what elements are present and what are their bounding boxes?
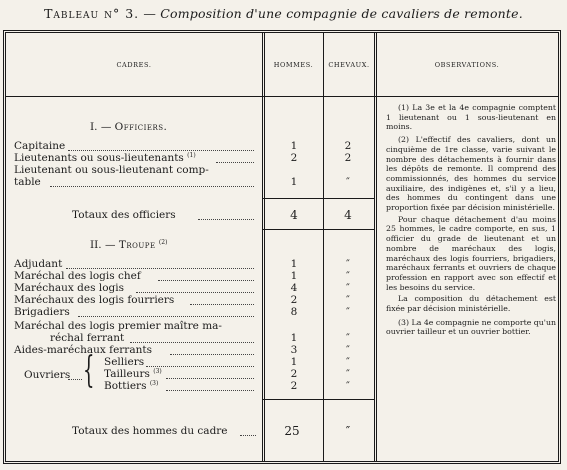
row-label: Capitaine bbox=[14, 140, 66, 152]
leader-dots bbox=[130, 342, 254, 343]
row-label: Lieutenant ou sous-lieutenant comp- bbox=[14, 164, 209, 176]
cell-chevaux: ″ bbox=[346, 176, 350, 188]
header-rule bbox=[6, 96, 558, 97]
row-label: Brigadiers bbox=[14, 306, 70, 318]
cell-hommes: 2 bbox=[290, 294, 298, 306]
row-label: Maréchaux des logis fourriers bbox=[14, 294, 175, 306]
cell-chevaux: ″ bbox=[346, 282, 350, 294]
header-cadres: CADRES. bbox=[116, 61, 152, 69]
caption-table-number: Tableau n° 3. bbox=[44, 6, 140, 21]
row-label: Aides-maréchaux ferrants bbox=[14, 344, 152, 356]
subtotal-rule bbox=[262, 399, 374, 400]
header-chevaux: CHEVAUX. bbox=[328, 61, 370, 69]
row-label: Tailleurs $^{(3)}$ bbox=[104, 368, 162, 380]
cell-chevaux: ″ bbox=[346, 368, 350, 380]
cell-chevaux: ″ bbox=[346, 332, 350, 344]
cell-chevaux: 2 bbox=[344, 140, 352, 152]
column-divider-cadres bbox=[262, 33, 265, 461]
cell-chevaux: ″ bbox=[346, 270, 350, 282]
leader-dots bbox=[68, 150, 254, 151]
section-troupe-title: Troupe bbox=[118, 239, 156, 251]
total-troupe-chevaux: ″ bbox=[345, 424, 351, 438]
cell-chevaux: ″ bbox=[346, 258, 350, 270]
footnote-ref: (1) bbox=[187, 152, 196, 159]
section-officiers-title: Officiers. bbox=[114, 121, 168, 133]
section-officiers-heading bbox=[90, 121, 167, 133]
observation-note: (1) La 3e et la 4e compagnie comptent 1 lieutenant ou 1 sous-lieutenant en moins. bbox=[386, 103, 556, 132]
row-label: Adjudant bbox=[14, 258, 63, 270]
leader-dots bbox=[158, 280, 254, 281]
cell-chevaux: ″ bbox=[346, 294, 350, 306]
cell-hommes: 1 bbox=[290, 356, 298, 368]
cell-chevaux: 2 bbox=[344, 152, 352, 164]
cell-hommes: 2 bbox=[290, 152, 298, 164]
cell-hommes: 1 bbox=[290, 140, 298, 152]
table-caption bbox=[0, 6, 567, 21]
cell-hommes: 1 bbox=[290, 270, 298, 282]
section-officiers-number: I. — bbox=[90, 121, 112, 133]
leader-dots bbox=[50, 186, 254, 187]
row-label: Maréchal des logis chef bbox=[14, 270, 141, 282]
observation-note: Pour chaque détachement d'au moins 25 hommes, le cadre comporte, en sus, 1 officier du grade de lieutenant et un nombre de maréchaux des logis, maréchaux des logis fourriers, brigadiers, maréchaux ferrants et ouvriers de chaque profession en rapport avec son effectif et les besoins du service. bbox=[386, 214, 556, 292]
row-label-continued: réchal ferrant bbox=[50, 332, 125, 344]
leader-dots bbox=[190, 304, 254, 305]
row-label: Maréchaux des logis bbox=[14, 282, 124, 294]
section-troupe-number: II. — bbox=[90, 239, 116, 251]
header-hommes: HOMMES. bbox=[273, 61, 314, 69]
cell-hommes: 1 bbox=[290, 258, 298, 270]
footnote-ref: (3) bbox=[153, 368, 162, 375]
cell-hommes: 2 bbox=[290, 368, 298, 380]
leader-dots bbox=[166, 378, 254, 379]
leader-dots bbox=[216, 162, 254, 163]
section-troupe-heading bbox=[90, 239, 167, 251]
total-officiers-chevaux: 4 bbox=[344, 208, 352, 222]
observation-note: La composition du détachement est fixée par décision ministérielle. bbox=[386, 294, 556, 314]
row-label: Selliers bbox=[104, 356, 145, 368]
footnote-ref: (3) bbox=[149, 380, 159, 387]
leader-dots bbox=[78, 316, 254, 317]
leader-dots bbox=[136, 292, 254, 293]
column-divider-chevaux bbox=[374, 33, 377, 461]
cell-hommes: 1 bbox=[290, 332, 298, 344]
cell-hommes: 1 bbox=[290, 176, 298, 188]
row-label: Lieutenants ou sous-lieutenants $^{(1)}$ bbox=[14, 152, 196, 164]
row-label: Bottiers $^{(3)}$ bbox=[104, 380, 159, 392]
leader-dots bbox=[240, 435, 256, 436]
subtotal-rule bbox=[262, 198, 374, 199]
footnote-ref: (2) bbox=[158, 239, 168, 246]
observations-notes bbox=[386, 103, 556, 337]
leader-dots bbox=[170, 354, 254, 355]
leader-dots bbox=[198, 219, 254, 220]
cell-chevaux: ″ bbox=[346, 306, 350, 318]
cell-hommes: 8 bbox=[290, 306, 298, 318]
cell-chevaux: ″ bbox=[346, 344, 350, 356]
observation-note: (2) L'effectif des cavaliers, dont un cinquième de 1re classe, varie suivant le nombre des détachements à fournir dans les dépôts de remonte. Il comprend des commissionnés, des hommes du service auxiliaire, des indigènes et, s'il y a lieu, des hommes du contingent dans une proportion fixée par décision ministérielle. bbox=[386, 135, 556, 213]
brace-symbol: { bbox=[83, 350, 95, 391]
leader-dots bbox=[68, 379, 82, 380]
cell-hommes: 3 bbox=[290, 344, 298, 356]
total-troupe-hommes: 25 bbox=[284, 424, 300, 438]
caption-separator: — bbox=[143, 6, 157, 21]
table-frame bbox=[3, 30, 561, 464]
observation-note: (3) La 4e compagnie ne comporte qu'un ouvrier tailleur et un ouvrier bottier. bbox=[386, 317, 556, 337]
row-label: Maréchal des logis premier maître ma- bbox=[14, 320, 222, 332]
leader-dots bbox=[66, 268, 254, 269]
cell-hommes: 2 bbox=[290, 380, 298, 392]
cell-hommes: 4 bbox=[290, 282, 298, 294]
cell-chevaux: ″ bbox=[346, 356, 350, 368]
total-officiers-hommes: 4 bbox=[290, 208, 298, 222]
row-label-continued: table bbox=[14, 176, 41, 188]
total-troupe-label: Totaux des hommes du cadre bbox=[72, 425, 228, 437]
leader-dots bbox=[146, 366, 254, 367]
column-divider-hommes bbox=[323, 33, 324, 461]
total-rule bbox=[262, 229, 374, 230]
cell-chevaux: ″ bbox=[346, 380, 350, 392]
leader-dots bbox=[166, 390, 254, 391]
header-observations: OBSERVATIONS. bbox=[434, 61, 500, 69]
caption-title: Composition d'une compagnie de cavaliers de remonte. bbox=[160, 6, 523, 21]
total-officiers-label: Totaux des officiers bbox=[72, 209, 176, 221]
ouvriers-label: Ouvriers bbox=[24, 369, 71, 381]
